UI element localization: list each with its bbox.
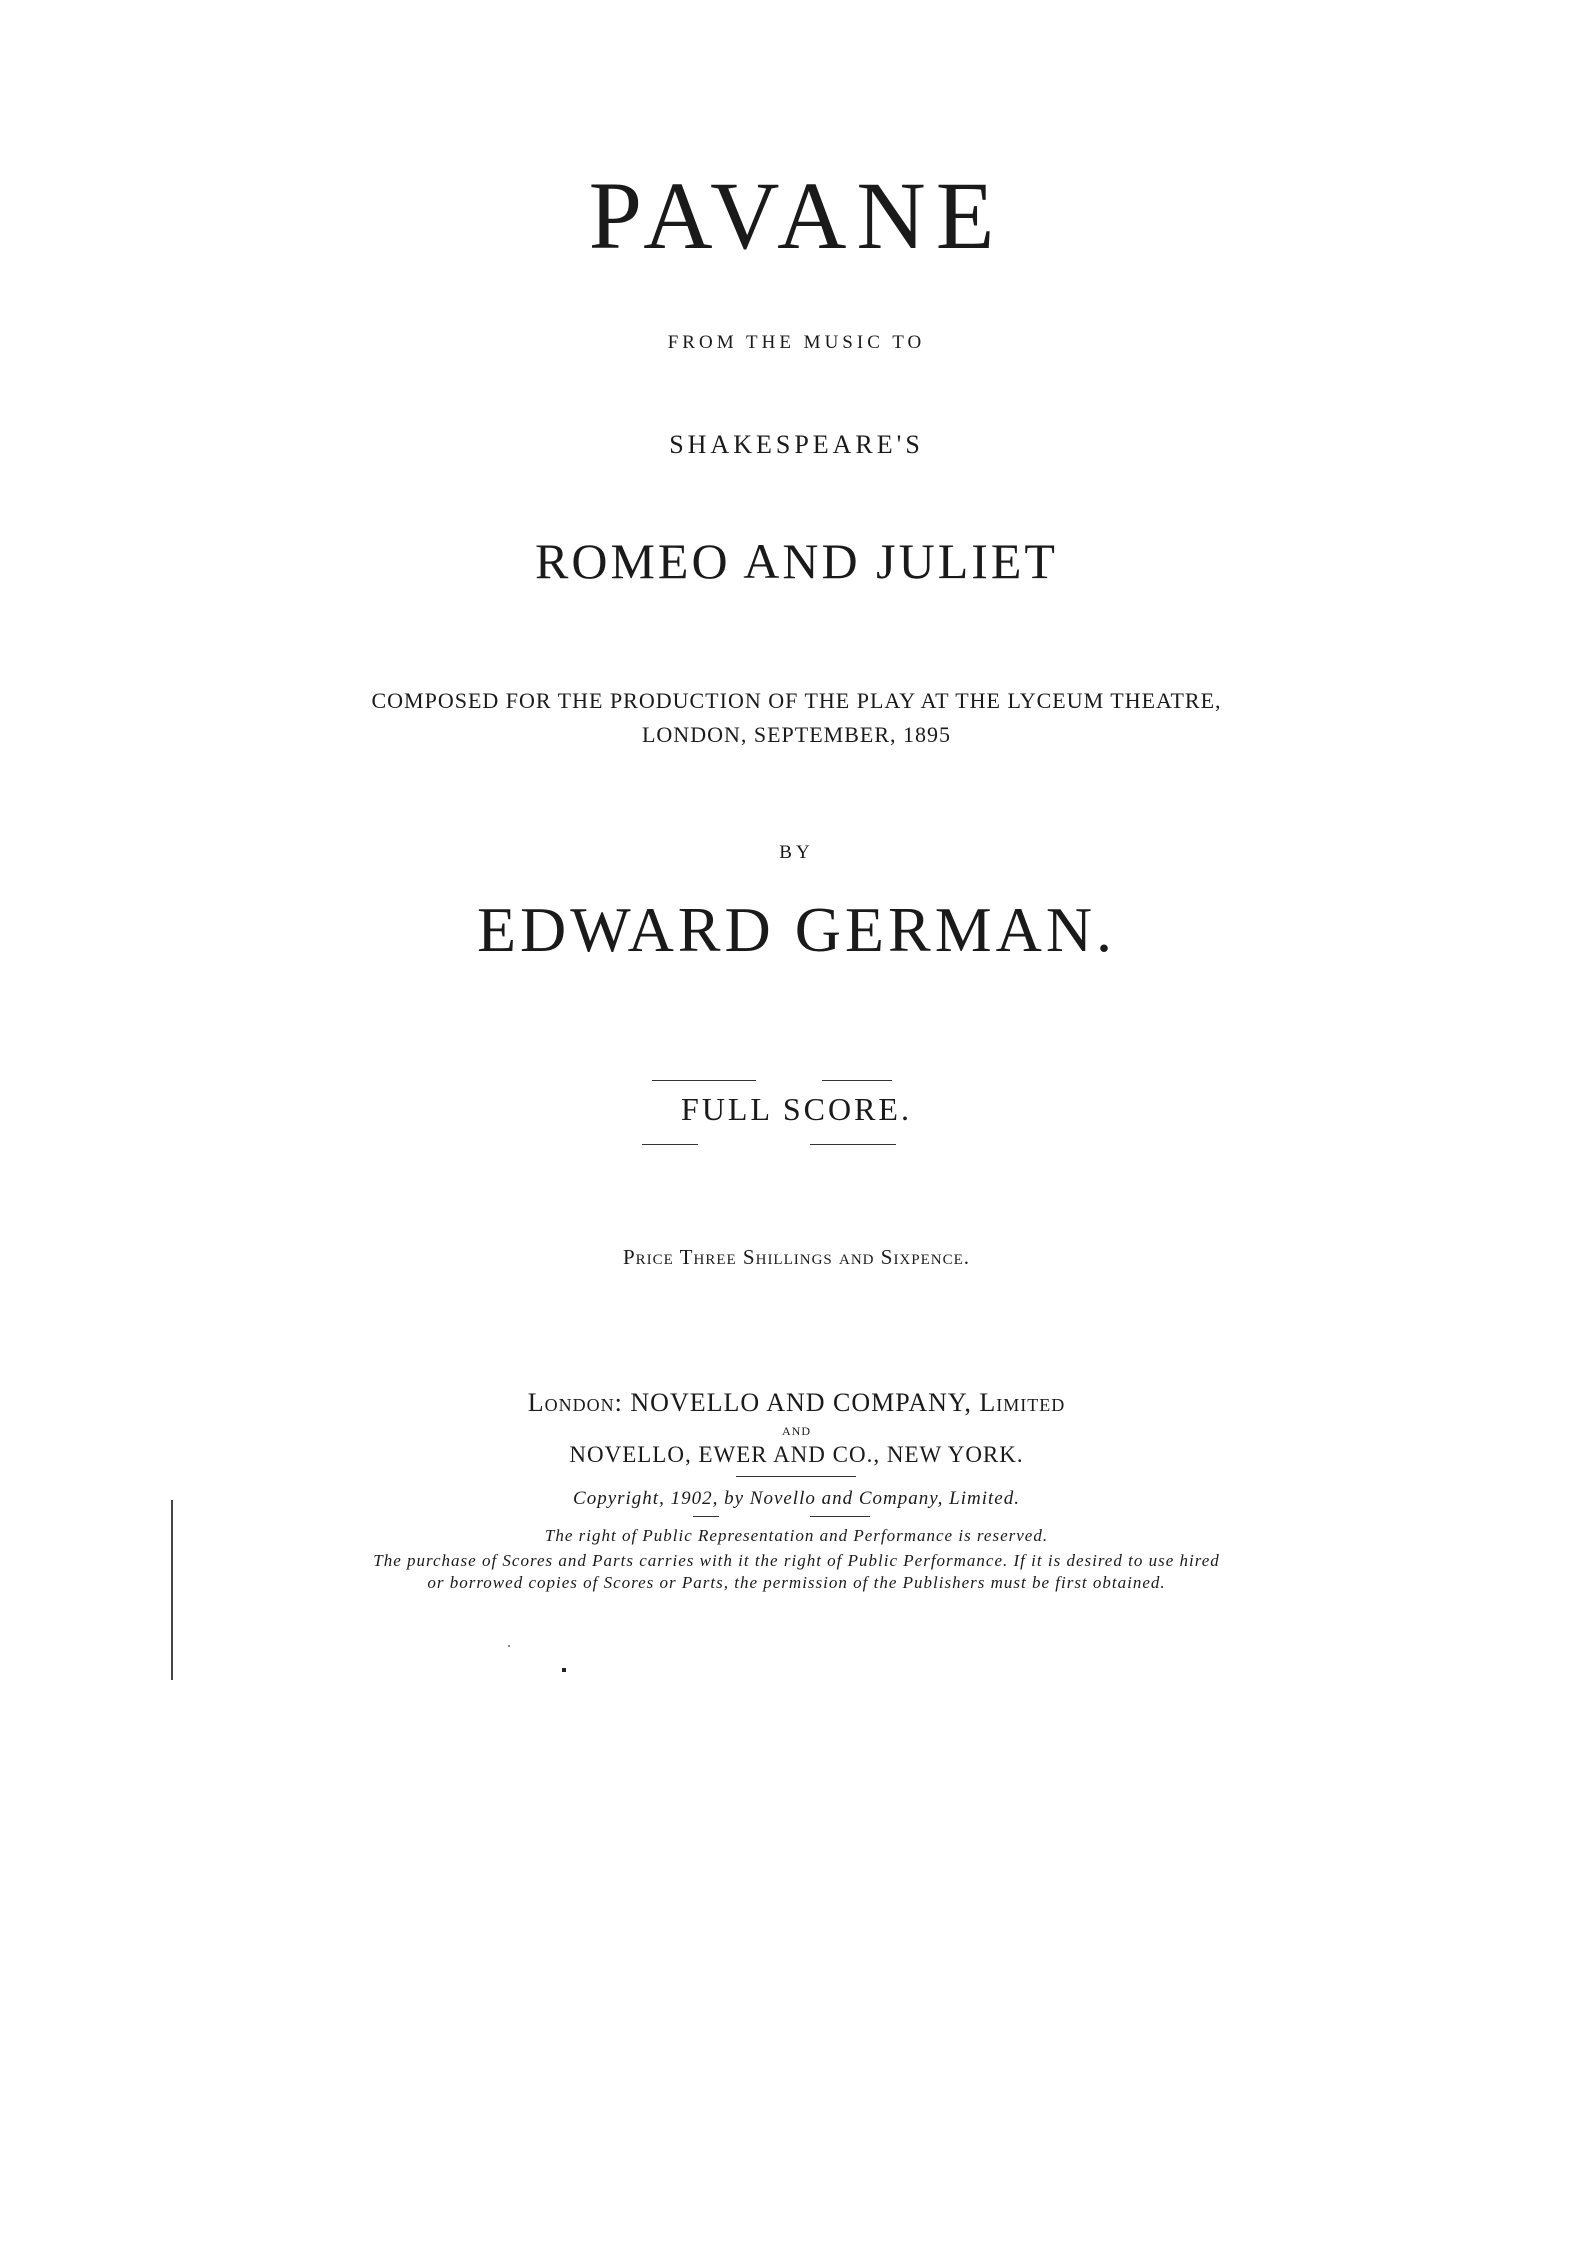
publisher-city: London: [527, 1388, 623, 1417]
copyright-rule-right [810, 1516, 870, 1517]
bottom-rule-left [642, 1144, 698, 1145]
scan-speck [562, 1668, 566, 1672]
composer-name: EDWARD GERMAN. [476, 894, 1117, 965]
rights-notice [0, 1550, 1593, 1594]
top-rule-right [822, 1080, 892, 1081]
publisher-suffix: Limited [979, 1388, 1066, 1417]
publisher-name: NOVELLO AND COMPANY, [630, 1388, 972, 1417]
publisher-and: AND [782, 1424, 811, 1438]
from-the-music-to: FROM THE MUSIC TO [667, 332, 926, 353]
composed-line-2: LONDON, SEPTEMBER, 1895 [641, 722, 951, 747]
publisher-line [0, 1388, 1593, 1418]
by-label: BY [779, 842, 814, 863]
price: Price Three Shillings and Sixpence. [622, 1245, 971, 1269]
rights-line-3: or borrowed copies of Scores or Parts, the permission of the Publishers must be first obtained. [427, 1573, 1166, 1592]
source-author: SHAKESPEARE'S [669, 430, 924, 459]
work-title: ROMEO AND JULIET [535, 533, 1058, 589]
copyright-rule-left [693, 1516, 719, 1517]
copyright-notice: Copyright, 1902, by Novello and Company, Limited. [573, 1488, 1020, 1509]
publisher-rule [736, 1476, 856, 1477]
composed-line-1: COMPOSED FOR THE PRODUCTION OF THE PLAY AT THE LYCEUM THEATRE, [371, 688, 1222, 713]
page-title: PAVANE [588, 162, 1005, 269]
publisher-second: NOVELLO, EWER AND CO., NEW YORK. [569, 1442, 1024, 1467]
composed-note [0, 684, 1593, 752]
rights-line-1: The right of Public Representation and Performance is reserved. [544, 1526, 1049, 1545]
edition-label: FULL SCORE. [681, 1091, 912, 1127]
scan-edge-mark [171, 1500, 173, 1680]
bottom-rule-right [810, 1144, 896, 1145]
rights-line-2: The purchase of Scores and Parts carries with it the right of Public Performance. If it is desired to use hired [373, 1551, 1220, 1570]
top-rule-left [652, 1080, 756, 1081]
scan-speck [508, 1645, 510, 1647]
